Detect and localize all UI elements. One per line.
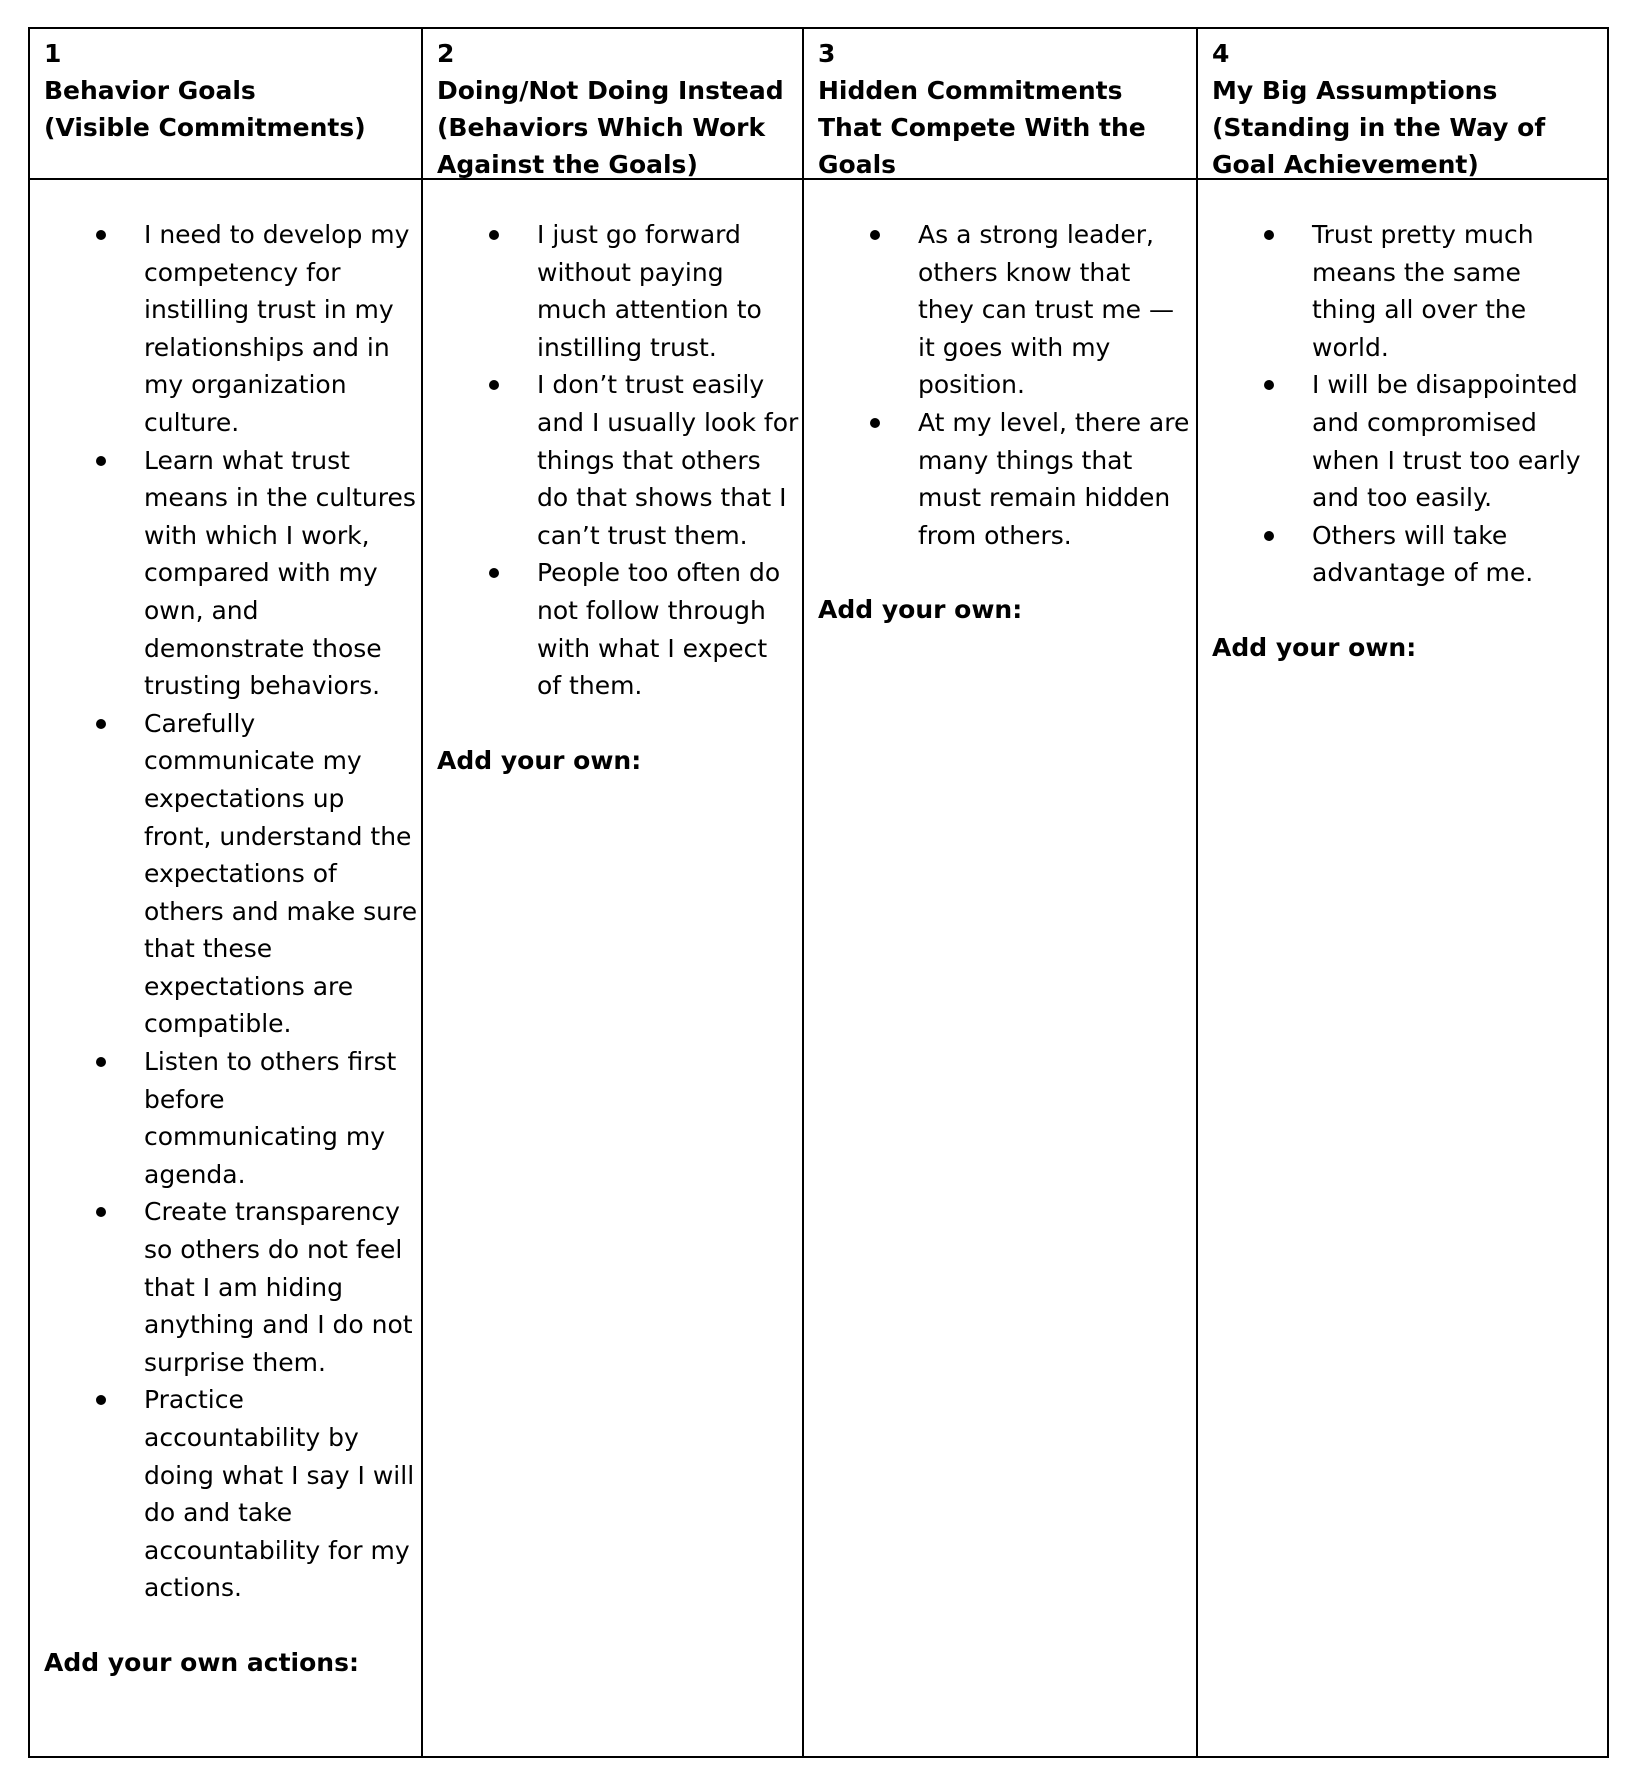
column-divider [1196, 29, 1198, 1756]
bullet-icon [1264, 380, 1274, 390]
column-header-1 [44, 35, 414, 146]
list-item: Carefully communicate my expectations up front, understand the expectations of others and make sure that these expectations are compatible. [44, 705, 418, 1043]
bullet-icon [96, 1395, 106, 1405]
column-header-2 [437, 35, 797, 183]
column-title: Doing/Not Doing Instead [437, 76, 784, 105]
column-body-3 [818, 216, 1194, 629]
column-subtitle: (Standing in the Way of Goal Achievement) [1212, 113, 1546, 179]
column-subtitle: (Behaviors Which Work Against the Goals) [437, 113, 766, 179]
bullet-list [437, 216, 799, 705]
add-your-own-prompt: Add your own: [437, 745, 642, 775]
column-number: 2 [437, 39, 455, 68]
column-subtitle: (Visible Commitments) [44, 113, 366, 142]
bullet-icon [489, 568, 499, 578]
bullet-icon [870, 418, 880, 428]
column-title: Behavior Goals [44, 76, 256, 105]
list-item: People too often do not follow through with what I expect of them. [437, 554, 799, 704]
list-item: Others will take advantage of me. [1212, 517, 1592, 592]
column-title: Hidden Commitments That Compete With the Goals [818, 76, 1146, 179]
column-number: 3 [818, 39, 836, 68]
assumptions-table [28, 27, 1609, 1758]
add-your-own-prompt: Add your own: [818, 595, 1023, 625]
list-item: Create transparency so others do not feel that I am hiding anything and I do not surprise them. [44, 1193, 418, 1381]
column-body-2 [437, 216, 799, 779]
column-body-1 [44, 216, 418, 1682]
column-divider [802, 29, 804, 1756]
bullet-icon [870, 230, 880, 240]
list-item: I just go forward without paying much attention to instilling trust. [437, 216, 799, 366]
list-item: I will be disappointed and compromised when I trust too early and too easily. [1212, 366, 1592, 516]
bullet-icon [489, 230, 499, 240]
column-number: 1 [44, 39, 62, 68]
column-header-4 [1212, 35, 1602, 183]
list-item: Learn what trust means in the cultures with which I work, compared with my own, and demonstrate those trusting behaviors. [44, 442, 418, 705]
bullet-icon [96, 1207, 106, 1217]
list-item: I need to develop my competency for instilling trust in my relationships and in my organization culture. [44, 216, 418, 442]
list-item: I don’t trust easily and I usually look for things that others do that shows that I can’t trust them. [437, 366, 799, 554]
bullet-icon [1264, 531, 1274, 541]
column-divider [421, 29, 423, 1756]
column-header-3 [818, 35, 1188, 183]
column-body-4 [1212, 216, 1592, 667]
bullet-icon [96, 719, 106, 729]
list-item: At my level, there are many things that must remain hidden from others. [818, 404, 1194, 554]
bullet-icon [96, 456, 106, 466]
bullet-list [44, 216, 418, 1607]
column-number: 4 [1212, 39, 1230, 68]
list-item: Listen to others first before communicating my agenda. [44, 1043, 418, 1193]
add-your-own-prompt: Add your own: [1212, 632, 1417, 662]
add-your-own-prompt: Add your own actions: [44, 1647, 359, 1677]
list-item: Practice accountability by doing what I say I will do and take accountability for my actions. [44, 1381, 418, 1607]
list-item: As a strong leader, others know that they can trust me — it goes with my position. [818, 216, 1194, 404]
bullet-icon [1264, 230, 1274, 240]
bullet-list [1212, 216, 1592, 592]
bullet-icon [96, 230, 106, 240]
bullet-list [818, 216, 1194, 554]
bullet-icon [96, 1057, 106, 1067]
list-item: Trust pretty much means the same thing all over the world. [1212, 216, 1592, 366]
column-title: My Big Assumptions [1212, 76, 1498, 105]
bullet-icon [489, 380, 499, 390]
